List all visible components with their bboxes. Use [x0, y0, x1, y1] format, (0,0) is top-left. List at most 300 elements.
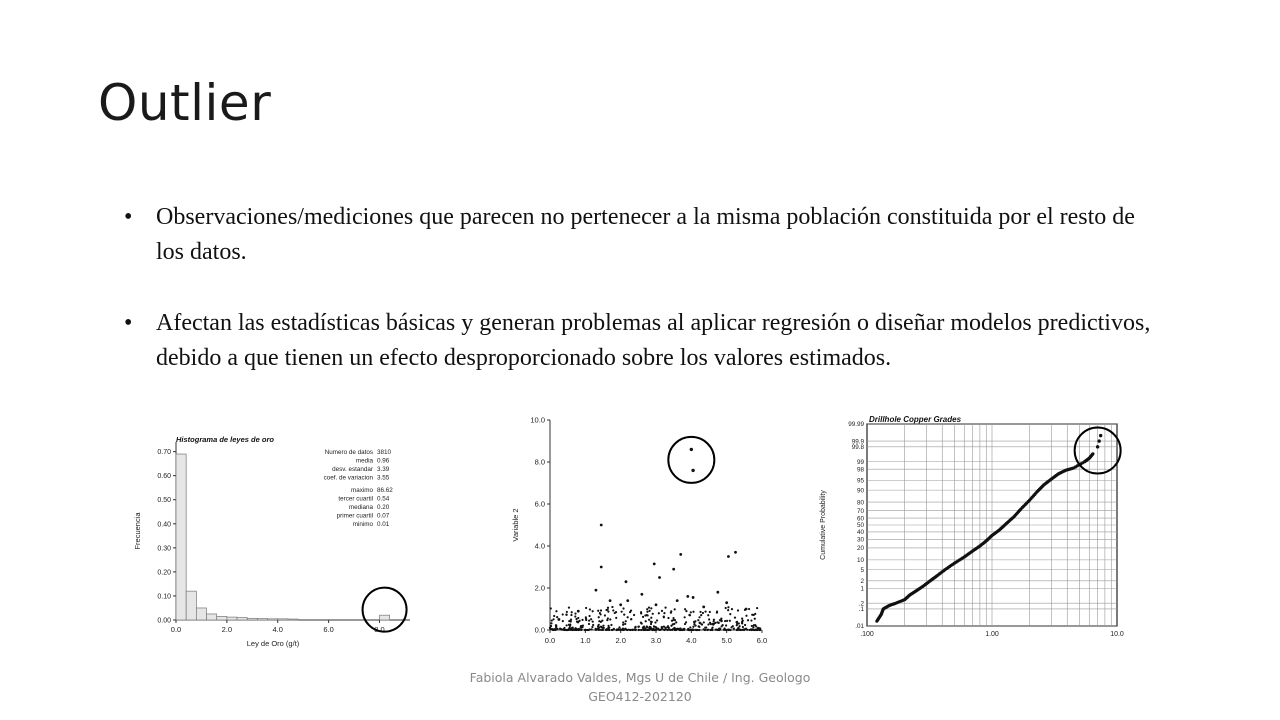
scatter-cluster-point: [680, 629, 682, 631]
scatter-cluster-point: [724, 620, 726, 622]
scatter-cluster-point: [615, 611, 617, 613]
y-tick-label: 80: [856, 499, 864, 507]
scatter-cluster-point: [708, 618, 710, 620]
scatter-cluster-point: [580, 626, 582, 628]
scatter-cluster-point: [633, 629, 635, 631]
scatter-cluster-point: [697, 629, 699, 631]
y-tick-label: 8.0: [534, 457, 545, 467]
scatter-cluster-point: [750, 628, 752, 630]
bullet-icon: •: [124, 310, 133, 336]
scatter-cluster-point: [655, 629, 657, 631]
scatter-cluster-point: [618, 626, 620, 628]
stat-value: 3.55: [377, 474, 390, 482]
stat-label: desv. estandar: [332, 466, 373, 473]
scatter-cluster-point: [584, 629, 586, 631]
scatter-cluster-point: [563, 627, 565, 629]
stat-label: media: [355, 457, 373, 465]
x-tick-label: 5.0: [721, 636, 732, 645]
scatter-cluster-point: [756, 607, 758, 609]
stat-value: 0.01: [377, 521, 390, 528]
scatter-cluster-point: [690, 629, 692, 631]
scatter-point: [557, 618, 560, 621]
scatter-point: [692, 596, 695, 599]
scatter-cluster-point: [664, 607, 666, 609]
scatter-cluster-point: [592, 621, 594, 623]
scatter-cluster-point: [592, 624, 594, 626]
y-tick-label: 10.0: [530, 415, 545, 425]
y-tick-label: 1: [860, 585, 864, 593]
scatter-cluster-point: [588, 629, 590, 631]
scatter-cluster-point: [697, 619, 699, 621]
stat-value: 0.54: [377, 495, 390, 503]
scatter-cluster-point: [672, 623, 674, 625]
scatter-cluster-point: [574, 612, 576, 614]
bullet-text: Observaciones/mediciones que parecen no pertenecer a la misma población constituida por el resto de los datos.: [156, 204, 1135, 265]
y-axis-title: Frecuencia: [133, 512, 142, 550]
stat-label: maximo: [350, 487, 373, 494]
y-tick-label: .01: [855, 623, 864, 631]
histogram-bar: [227, 617, 237, 620]
scatter-cluster-point: [590, 628, 592, 630]
y-tick-label: 99.9: [851, 438, 864, 446]
outlier-point: [1097, 439, 1100, 442]
scatter-cluster-point: [658, 612, 660, 614]
scatter-cluster-point: [633, 614, 635, 616]
scatter-cluster-point: [738, 629, 740, 631]
stat-label: tercer cuartil: [338, 495, 373, 503]
y-tick-label: 4.0: [534, 541, 545, 551]
y-tick-label: 99.8: [851, 444, 864, 452]
scatter-cluster-point: [700, 622, 702, 624]
stat-label: minimo: [352, 521, 373, 528]
scatter-cluster-point: [570, 619, 572, 621]
scatter-cluster-point: [630, 618, 632, 620]
x-tick-label: 4.0: [686, 636, 697, 645]
histogram-bar: [379, 615, 389, 620]
scatter-cluster-point: [577, 621, 579, 623]
scatter-cluster-point: [685, 610, 687, 612]
scatter-chart: [506, 412, 781, 652]
y-tick-label: 5: [860, 566, 864, 574]
histogram-bar: [217, 616, 227, 620]
scatter-point: [725, 601, 728, 604]
scatter-point: [626, 599, 629, 602]
outlier-circle: [668, 437, 714, 483]
outlier-point: [1096, 445, 1099, 448]
scatter-cluster-point: [727, 609, 729, 611]
histogram-bar: [207, 614, 217, 620]
scatter-cluster-point: [637, 626, 639, 628]
x-tick-label: 1.0: [580, 636, 591, 645]
stat-value: 0.07: [377, 512, 390, 520]
scatter-cluster-point: [736, 624, 738, 626]
scatter-cluster-point: [720, 620, 722, 622]
scatter-cluster-point: [758, 627, 760, 629]
scatter-cluster-point: [652, 613, 654, 615]
scatter-cluster-point: [585, 616, 587, 618]
scatter-cluster-point: [590, 618, 592, 620]
y-tick-label: 90: [856, 487, 864, 495]
scatter-cluster-point: [747, 619, 749, 621]
y-tick-label: 99.99: [848, 421, 864, 429]
bullet-item: [120, 200, 1160, 270]
scatter-cluster-point: [604, 614, 606, 616]
scatter-cluster-point: [666, 626, 668, 628]
histogram-bar: [288, 619, 298, 620]
y-tick-label: .2: [858, 600, 864, 608]
scatter-cluster-point: [663, 615, 665, 617]
bullet-icon: •: [124, 204, 133, 230]
scatter-cluster-point: [568, 620, 570, 622]
scatter-cluster-point: [646, 608, 648, 610]
scatter-cluster-point: [600, 626, 602, 628]
scatter-cluster-point: [589, 608, 591, 610]
y-tick-label: 30: [856, 536, 864, 544]
scatter-cluster-point: [577, 629, 579, 631]
scatter-cluster-point: [612, 629, 614, 631]
y-tick-label: 20: [856, 545, 864, 553]
scatter-cluster-point: [629, 611, 631, 613]
scatter-cluster-point: [631, 629, 633, 631]
scatter-cluster-point: [588, 623, 590, 625]
scatter-cluster-point: [561, 629, 563, 631]
stat-value: 86.62: [377, 487, 393, 494]
x-tick-label: 0.0: [544, 636, 556, 645]
scatter-cluster-point: [565, 629, 567, 631]
scatter-cluster-point: [566, 611, 568, 613]
scatter-cluster-point: [588, 620, 590, 622]
scatter-cluster-point: [648, 606, 650, 608]
scatter-cluster-point: [566, 624, 568, 626]
scatter-cluster-point: [647, 614, 649, 616]
scatter-cluster-point: [688, 614, 690, 616]
scatter-cluster-point: [750, 619, 752, 621]
scatter-cluster-point: [682, 629, 684, 631]
scatter-cluster-point: [574, 615, 576, 617]
probability-plot: [815, 410, 1155, 645]
scatter-cluster-point: [698, 616, 700, 618]
y-tick-label: 10: [856, 557, 864, 565]
scatter-cluster-point: [729, 613, 731, 615]
scatter-cluster-point: [684, 616, 686, 618]
scatter-cluster-point: [588, 615, 590, 617]
scatter-cluster-point: [643, 625, 645, 627]
scatter-cluster-point: [754, 624, 756, 626]
outlier-point: [691, 469, 694, 472]
scatter-point: [619, 603, 622, 606]
scatter-cluster-point: [615, 617, 617, 619]
scatter-cluster-point: [649, 610, 651, 612]
y-tick-label: 0.00: [157, 617, 171, 625]
y-tick-label: 2.0: [534, 583, 545, 593]
scatter-point: [672, 568, 675, 571]
x-tick-label: 1.00: [985, 631, 999, 638]
scatter-cluster-point: [607, 607, 609, 609]
scatter-cluster-point: [671, 620, 673, 622]
histogram-figure: [130, 430, 430, 655]
scatter-cluster-point: [607, 617, 609, 619]
scatter-cluster-point: [610, 624, 612, 626]
scatter-cluster-point: [598, 626, 600, 628]
scatter-cluster-point: [555, 624, 557, 626]
scatter-point: [686, 595, 689, 598]
scatter-cluster-point: [744, 624, 746, 626]
scatter-cluster-point: [690, 611, 692, 613]
scatter-cluster-point: [627, 616, 629, 618]
x-tick-label: 2.0: [221, 625, 233, 634]
scatter-cluster-point: [754, 618, 756, 620]
scatter-cluster-point: [745, 628, 747, 630]
footer-course: GEO412-202120: [588, 689, 692, 704]
stat-value: 3.39: [377, 466, 390, 473]
scatter-cluster-point: [622, 624, 624, 626]
x-tick-label: 2.0: [615, 636, 626, 645]
scatter-cluster-point: [574, 629, 576, 631]
scatter-cluster-point: [592, 610, 594, 612]
scatter-cluster-point: [751, 625, 753, 627]
scatter-cluster-point: [607, 611, 609, 613]
stat-value: 3810: [377, 449, 392, 456]
scatter-cluster-point: [565, 613, 567, 615]
scatter-cluster-point: [706, 629, 708, 631]
x-tick-label: 10.0: [1110, 631, 1124, 638]
y-tick-label: 99: [856, 458, 864, 466]
histogram-bar: [268, 619, 278, 620]
scatter-cluster-point: [689, 626, 691, 628]
scatter-cluster-point: [671, 629, 673, 631]
scatter-cluster-point: [707, 623, 709, 625]
scatter-cluster-point: [570, 614, 572, 616]
scatter-cluster-point: [623, 629, 625, 631]
stat-label: Numero de datos: [324, 449, 373, 456]
scatter-cluster-point: [621, 611, 623, 613]
scatter-cluster-point: [623, 614, 625, 616]
y-tick-label: 0.70: [157, 449, 171, 457]
scatter-cluster-point: [726, 620, 728, 622]
stat-label: mediana: [348, 504, 373, 511]
scatter-cluster-point: [553, 628, 555, 630]
stat-value: 0.96: [377, 457, 390, 465]
scatter-cluster-point: [640, 629, 642, 631]
scatter-cluster-point: [643, 629, 645, 631]
scatter-point: [734, 551, 737, 554]
scatter-cluster-point: [663, 626, 665, 628]
scatter-cluster-point: [741, 629, 743, 631]
scatter-cluster-point: [550, 607, 552, 609]
histogram-bar: [196, 608, 206, 620]
scatter-cluster-point: [685, 621, 687, 623]
scatter-cluster-point: [611, 606, 613, 608]
scatter-cluster-point: [652, 629, 654, 631]
scatter-cluster-point: [615, 629, 617, 631]
scatter-cluster-point: [634, 626, 636, 628]
y-tick-label: 6.0: [534, 499, 545, 509]
stat-value: 0.20: [377, 504, 390, 511]
scatter-cluster-point: [717, 629, 719, 631]
scatter-cluster-point: [692, 626, 694, 628]
scatter-point: [655, 603, 658, 606]
scatter-cluster-point: [670, 610, 672, 612]
chart-title: Drillhole Copper Grades: [869, 415, 962, 424]
x-tick-label: 8.0: [374, 625, 385, 634]
scatter-cluster-point: [698, 625, 700, 627]
scatter-cluster-point: [754, 613, 756, 615]
scatter-cluster-point: [585, 619, 587, 621]
scatter-cluster-point: [704, 629, 706, 631]
scatter-cluster-point: [656, 619, 658, 621]
scatter-cluster-point: [552, 618, 554, 620]
scatter-cluster-point: [723, 629, 725, 631]
scatter-cluster-point: [675, 621, 677, 623]
scatter-cluster-point: [582, 624, 584, 626]
scatter-cluster-point: [644, 614, 646, 616]
stat-label: primer cuartil: [336, 512, 373, 520]
scatter-cluster-point: [725, 624, 727, 626]
y-tick-label: 0.50: [157, 497, 171, 505]
y-tick-label: 50: [856, 522, 864, 530]
scatter-cluster-point: [721, 625, 723, 627]
scatter-cluster-point: [751, 614, 753, 616]
scatter-cluster-point: [716, 610, 718, 612]
scatter-cluster-point: [585, 607, 587, 609]
scatter-cluster-point: [733, 628, 735, 630]
scatter-cluster-point: [622, 607, 624, 609]
scatter-cluster-point: [654, 621, 656, 623]
scatter-cluster-point: [579, 620, 581, 622]
histogram-bar: [176, 454, 186, 620]
scatter-cluster-point: [550, 625, 552, 627]
y-tick-label: 2: [860, 578, 864, 586]
y-tick-label: 95: [856, 477, 864, 485]
scatter-point: [676, 599, 679, 602]
scatter-cluster-point: [650, 607, 652, 609]
scatter-cluster-point: [674, 619, 676, 621]
scatter-cluster-point: [728, 629, 730, 631]
histogram-bar: [247, 618, 257, 620]
scatter-cluster-point: [704, 610, 706, 612]
chart-title: Histograma de leyes de oro: [176, 435, 274, 444]
scatter-cluster-point: [693, 621, 695, 623]
scatter-cluster-point: [661, 610, 663, 612]
scatter-cluster-point: [600, 609, 602, 611]
scatter-cluster-point: [650, 617, 652, 619]
scatter-point: [600, 524, 603, 527]
scatter-cluster-point: [571, 611, 573, 613]
scatter-cluster-point: [607, 609, 609, 611]
scatter-cluster-point: [734, 616, 736, 618]
y-axis-title: Variable 2: [511, 508, 520, 542]
scatter-point: [625, 580, 628, 583]
scatter-cluster-point: [725, 607, 727, 609]
scatter-cluster-point: [745, 615, 747, 617]
scatter-cluster-point: [556, 616, 558, 618]
scatter-cluster-point: [741, 618, 743, 620]
scatter-cluster-point: [553, 615, 555, 617]
scatter-cluster-point: [707, 614, 709, 616]
bullet-text: Afectan las estadísticas básicas y generan problemas al aplicar regresión o diseñar modelos predictivos, debido a que tienen un efecto desproporcionado sobre los valores estimados.: [156, 310, 1151, 371]
scatter-point: [658, 576, 661, 579]
x-tick-label: 6.0: [323, 625, 334, 634]
outlier-point: [1099, 434, 1102, 437]
scatter-cluster-point: [699, 611, 701, 613]
scatter-cluster-point: [754, 629, 756, 631]
scatter-point: [577, 610, 580, 613]
scatter-cluster-point: [555, 610, 557, 612]
scatter-cluster-point: [663, 629, 665, 631]
scatter-cluster-point: [568, 606, 570, 608]
histogram-bar: [186, 591, 196, 620]
y-tick-label: 70: [856, 507, 864, 515]
scatter-cluster-point: [649, 628, 651, 630]
scatter-cluster-point: [622, 621, 624, 623]
scatter-cluster-point: [687, 629, 689, 631]
y-axis-title: Cumulative Probability: [820, 490, 827, 560]
scatter-cluster-point: [625, 620, 627, 622]
y-tick-label: 0.10: [157, 593, 171, 601]
y-tick-label: 40: [856, 529, 864, 537]
scatter-cluster-point: [730, 626, 732, 628]
scatter-cluster-point: [674, 608, 676, 610]
scatter-cluster-point: [638, 629, 640, 631]
scatter-cluster-point: [718, 622, 720, 624]
y-tick-label: 0.20: [157, 569, 171, 577]
scatter-cluster-point: [731, 608, 733, 610]
scatter-cluster-point: [703, 621, 705, 623]
scatter-cluster-point: [655, 626, 657, 628]
scatter-cluster-point: [624, 623, 626, 625]
scatter-cluster-point: [700, 614, 702, 616]
outlier-point: [690, 448, 693, 451]
scatter-cluster-point: [598, 616, 600, 618]
scatter-cluster-point: [712, 623, 714, 625]
scatter-cluster-point: [663, 612, 665, 614]
scatter-cluster-point: [640, 611, 642, 613]
scatter-cluster-point: [602, 625, 604, 627]
scatter-cluster-point: [626, 629, 628, 631]
scatter-cluster-point: [599, 629, 601, 631]
scatter-point: [653, 562, 656, 565]
scatter-cluster-point: [568, 624, 570, 626]
scatter-cluster-point: [646, 629, 648, 631]
histogram-bar: [278, 619, 288, 620]
y-tick-label: 0.30: [157, 545, 171, 553]
scatter-point: [595, 589, 598, 592]
scatter-cluster-point: [742, 620, 744, 622]
scatter-cluster-point: [735, 621, 737, 623]
scatter-cluster-point: [597, 610, 599, 612]
scatter-cluster-point: [607, 629, 609, 631]
x-axis-title: Ley de Oro (g/t): [246, 639, 300, 648]
scatter-cluster-point: [646, 611, 648, 613]
scatter-figure: [506, 412, 781, 652]
y-tick-label: 0.60: [157, 473, 171, 481]
bullet-list: [120, 200, 1160, 412]
scatter-cluster-point: [669, 629, 671, 631]
scatter-cluster-point: [736, 629, 738, 631]
scatter-cluster-point: [577, 617, 579, 619]
scatter-cluster-point: [692, 611, 694, 613]
scatter-cluster-point: [661, 626, 663, 628]
scatter-cluster-point: [729, 620, 731, 622]
scatter-point: [600, 566, 603, 569]
histogram-bar: [237, 618, 247, 620]
scatter-point: [679, 553, 682, 556]
scatter-cluster-point: [672, 617, 674, 619]
x-tick-label: .100: [860, 631, 874, 638]
scatter-cluster-point: [581, 619, 583, 621]
scatter-cluster-point: [709, 622, 711, 624]
scatter-point: [716, 591, 719, 594]
